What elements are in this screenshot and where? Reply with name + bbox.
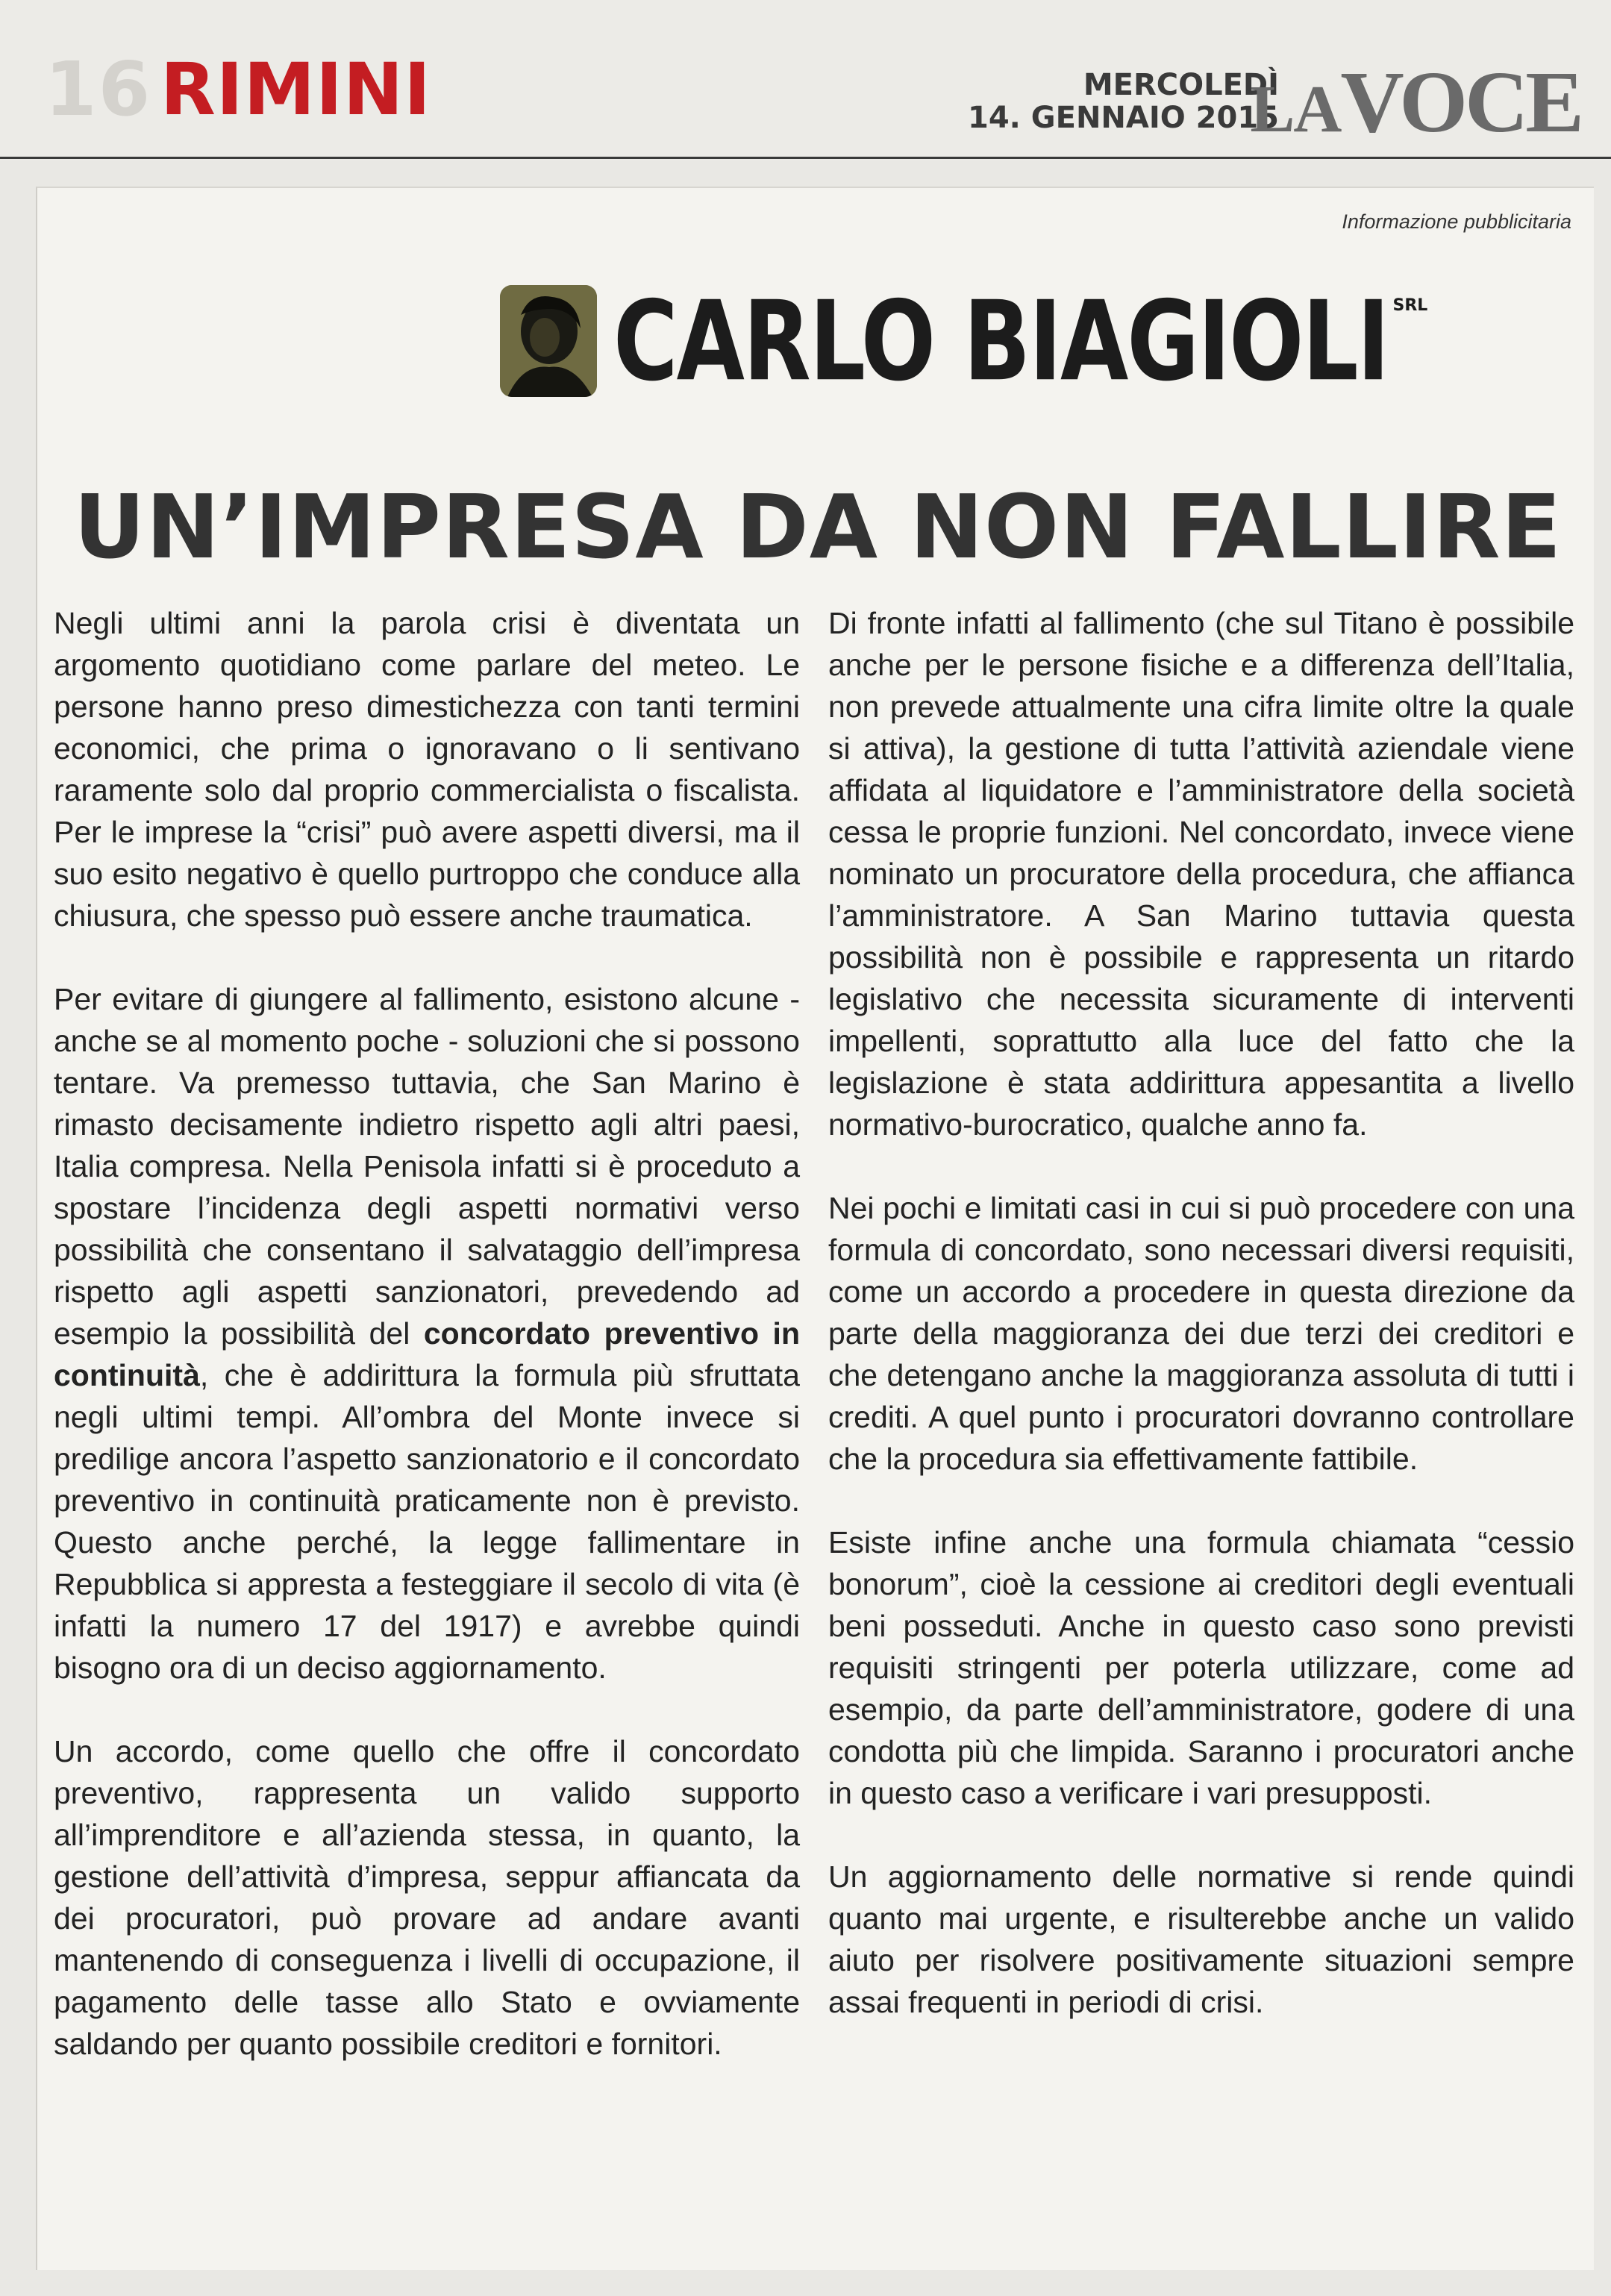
- paragraph: Un accordo, come quello che offre il concordato preventivo, rappresenta un valido supporto all’imprenditore e all’azienda stessa, in quanto, la gestione dell’attività d’impresa, seppur affiancata da dei procuratori, può provare ad andare avanti mantenendo di conseguenza i livelli di occupazione, il pagamento delle tasse allo Stato e ovviamente saldando per quanto possibile creditori e fornitori.: [54, 1734, 800, 2061]
- company-name: CARLO BIAGIOLI: [613, 276, 1389, 406]
- highlighted-term: concordato preventivo in continuità: [54, 1316, 800, 1392]
- issue-date: [968, 69, 1279, 134]
- newspaper-masthead: [0, 0, 1611, 160]
- page-number: 16: [45, 46, 152, 133]
- newspaper-logo-name: VOCE: [1340, 53, 1581, 151]
- paragraph: Per evitare di giungere al fallimento, esistono alcune - anche se al momento poche - soluzioni che si possono tentare. Va premesso tuttavia, che San Marino è rimasto decisamente indietro rispetto agli altri paesi, Italia compresa. Nella Penisola infatti si è proceduto a spostare l’incidenza degli aspetti normativi verso possibilità che consentano il salvataggio dell’impresa rispetto agli aspetti sanzionatori, prevedendo ad esempio la possibilità del concordato preventivo in continuità, che è addirittura la formula più sfruttata negli ultimi tempi. All’ombra del Monte invece si predilige ancora l’aspetto sanzionatorio e il concordato preventivo in continuità praticamente non è previsto. Questo anche perché, la legge fallimentare in Repubblica si appresta a festeggiare il secolo di vita (è infatti la numero 17 del 1917) e avrebbe quindi bisogno ora di un deciso aggiornamento.: [54, 982, 800, 1685]
- paragraph: Nei pochi e limitati casi in cui si può procedere con una formula di concordato, sono necessari diversi requisiti, come un accordo a procedere in questa direzione da parte della maggioranza dei due terzi dei creditori e che detengano anche la maggioranza assoluta di tutti i crediti. A quel punto i procuratori dovranno controllare che la procedura sia effettivamente fattibile.: [828, 1191, 1574, 1476]
- header-divider: [0, 157, 1611, 159]
- advertorial-label: Informazione pubblicitaria: [1342, 210, 1571, 233]
- company-suffix: SRL: [1392, 296, 1428, 315]
- paragraph: Negli ultimi anni la parola crisi è diventata un argomento quotidiano come parlare del meteo. Le persone hanno preso dimestichezza con tanti termini economici, che prima o ignoravano o li sentivano raramente solo dal proprio commercialista o fiscalista. Per le imprese la “crisi” può avere aspetti diversi, ma il suo esito negativo è quello purtroppo che conduce alla chiusura, che spesso può essere anche traumatica.: [54, 606, 800, 933]
- issue-date-full: 14. GENNAIO 2015: [968, 101, 1279, 135]
- issue-weekday: MERCOLEDÌ: [1083, 68, 1279, 102]
- article-headline: UN’IMPRESA DA NON FALLIRE: [73, 475, 1562, 578]
- paragraph: Di fronte infatti al fallimento (che sul Titano è possibile anche per le persone fisiche e a differenza dell’Italia, non prevede attualmente una cifra limite oltre la quale si attiva), la gestione di tutta l’attività aziendale viene affidata al liquidatore e l’amministratore della società cessa le proprie funzioni. Nel concordato, invece viene nominato un procuratore della procedura, che affianca l’amministratore. A San Marino tuttavia questa possibilità non è possibile e rappresenta un ritardo legislativo che necessita sicuramente di interventi impellenti, soprattutto alla luce del fatto che la legislazione è stata addirittura appesantita a livello normativo-burocratico, qualche anno fa.: [828, 606, 1574, 1142]
- paragraph: Esiste infine anche una formula chiamata “cessio bonorum”, cioè la cessione ai creditori degli eventuali beni posseduti. Anche in questo caso sono previsti requisiti stringenti per poterla utilizzare, come ad esempio, da parte dell’amministratore, godere di una condotta più che limpida. Saranno i procuratori anche in questo caso a verificare i vari presupposti.: [828, 1525, 1574, 1810]
- newspaper-logo: [1250, 53, 1581, 151]
- paragraph: Un aggiornamento delle normative si rende quindi quanto mai urgente, e risulterebbe anche un valido aiuto per risolvere positivamente situazioni sempre assai frequenti in periodi di crisi.: [828, 1859, 1574, 2019]
- article-column-right: [828, 602, 1574, 2065]
- article-column-left: [54, 602, 800, 2106]
- portrait-icon: [500, 285, 597, 397]
- advertorial-box: [36, 187, 1594, 2270]
- section-title: RIMINI: [160, 48, 431, 131]
- company-logo: [500, 276, 1428, 406]
- newspaper-logo-prefix: LA: [1250, 72, 1341, 146]
